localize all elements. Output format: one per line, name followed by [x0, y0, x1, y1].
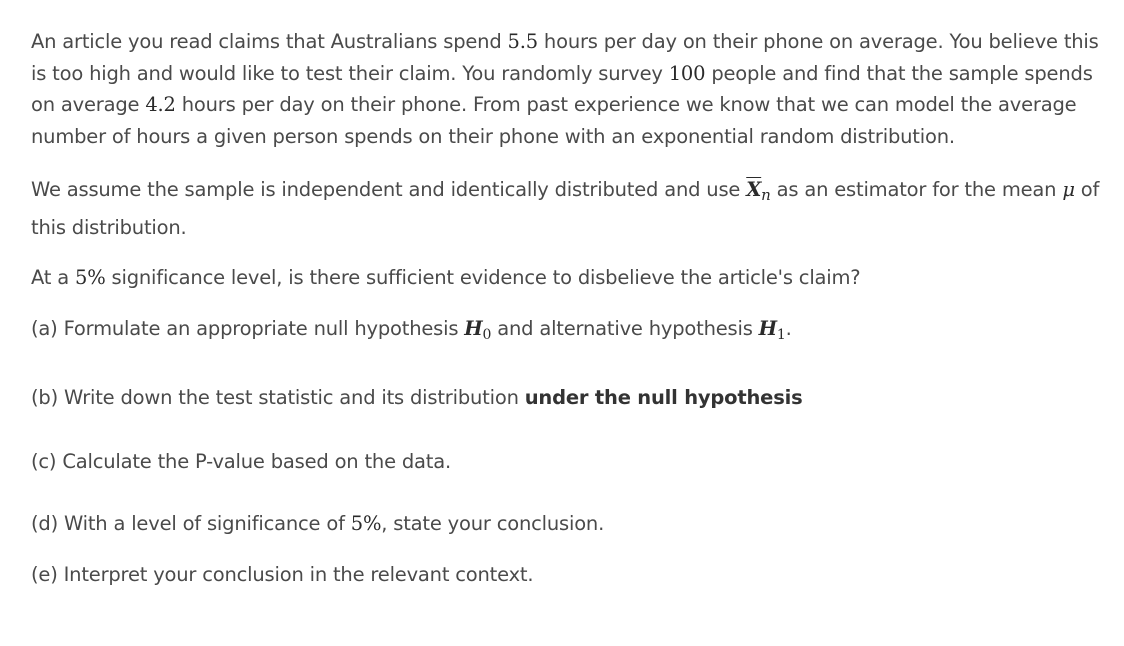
- part-b-bold-text: under the null hypothesis: [524, 386, 803, 409]
- estimator-subscript: n: [761, 186, 771, 204]
- intro-text-1: An article you read claims that Australians spend: [31, 30, 508, 53]
- sample-size-value: 100: [668, 61, 706, 85]
- sample-mean-value: 4.2: [145, 93, 176, 116]
- h1-subscript: 1: [776, 326, 786, 343]
- part-d-significance-level: 5%: [350, 512, 382, 535]
- h1-symbol: H: [758, 316, 777, 340]
- part-d-text-1: (d) With a level of significance of: [31, 512, 351, 535]
- part-c: [31, 446, 1101, 478]
- question-paragraph: [31, 262, 1101, 294]
- part-b-text-1: (b) Write down the test statistic and its distribution: [31, 386, 525, 409]
- h0-subscript: 0: [482, 326, 492, 343]
- part-a: [31, 313, 1101, 352]
- significance-level: 5%: [75, 266, 106, 289]
- assumption-text-2: as an estimator for the mean: [770, 178, 1063, 201]
- part-d: [31, 508, 1101, 540]
- part-a-text-3: .: [785, 316, 792, 340]
- intro-text-2: hours per day on their phone on average. You believe this is too high and would like to test their claim. You randomly survey: [31, 30, 1099, 85]
- h0-symbol: H: [464, 316, 483, 340]
- part-e-text-1: (e) Interpret your conclusion in the relevant context.: [31, 562, 534, 586]
- assumption-text-3: of this distribution.: [31, 178, 1100, 239]
- intro-text-3: people and find that the sample spends on average: [31, 61, 1093, 116]
- part-a-text-1: (a) Formulate an appropriate null hypothesis: [31, 316, 465, 340]
- part-a-text-2: and alternative hypothesis: [491, 316, 759, 340]
- part-c-text-1: (c) Calculate the P-value based on the data.: [31, 449, 451, 473]
- estimator-symbol: $\overline{X}$: [746, 178, 762, 201]
- assumption-text-1: We assume the sample is independent and identically distributed and use: [31, 178, 747, 201]
- question-text-1: At a: [31, 266, 75, 289]
- part-b: [31, 382, 1101, 414]
- intro-paragraph: [31, 26, 1101, 152]
- claimed-hours-value: 5.5: [507, 30, 538, 53]
- mean-symbol: μ: [1062, 178, 1075, 201]
- intro-text-4: hours per day on their phone. From past experience we know that we can model the average number of hours a given person spends on their phone with an exponential random distribution.: [31, 93, 1077, 148]
- assumption-paragraph: [31, 174, 1101, 243]
- question-text-2: significance level, is there sufficient evidence to disbelieve the article's claim?: [105, 266, 861, 289]
- part-e: [31, 559, 1101, 591]
- part-d-text-2: , state your conclusion.: [381, 512, 605, 535]
- problem-content: [31, 26, 1101, 590]
